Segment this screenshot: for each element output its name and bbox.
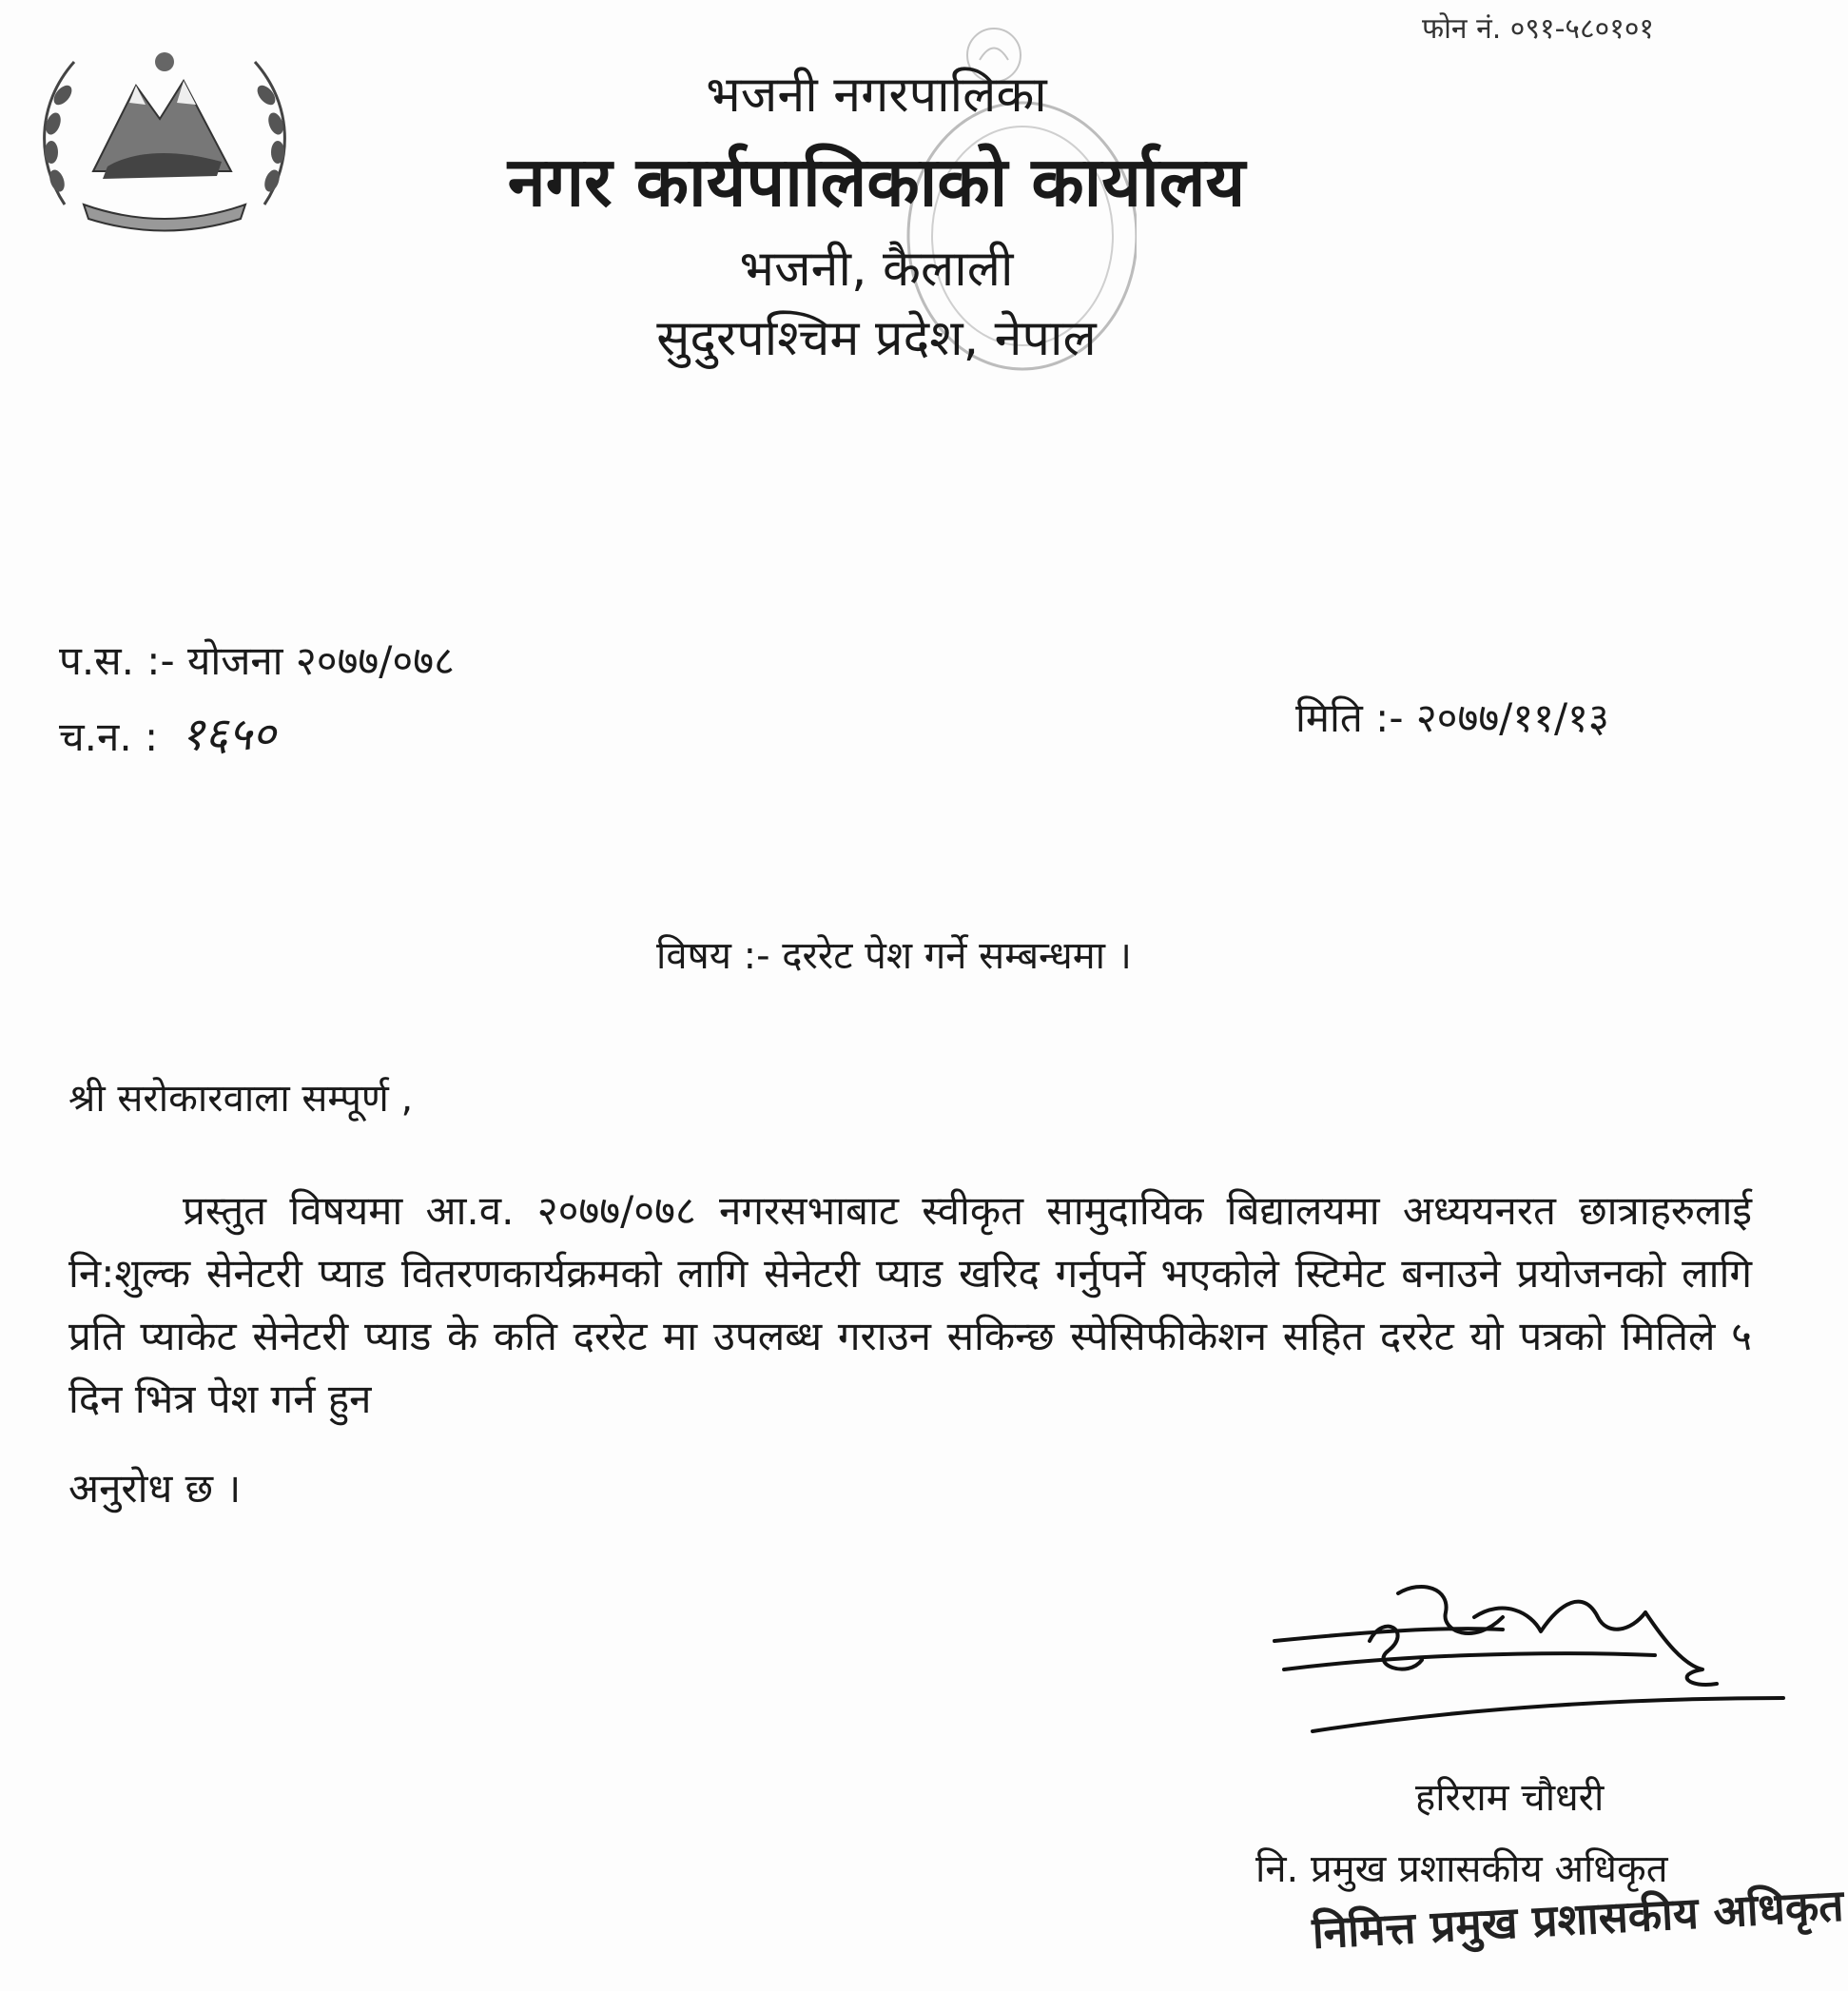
municipality-name: भजनी नगरपालिका bbox=[706, 67, 1047, 124]
letter-body: प्रस्तुत विषयमा आ.व. २०७७/०७८ नगरसभाबाट स्वीकृत सामुदायिक बिद्यालयमा अध्ययनरत छात्राहरुलाई नि:शुल्क सेनेटरी प्याड वितरणकार्यक्रमको लागि सेनेटरी प्याड खरिद गर्नुपर्ने भएकोले स्टिमेट बनाउने प्रयोजनको लागि प्रति प्याकेट सेनेटरी प्याड के कति दररेट मा उपलब्ध गराउन सकिन्छ स्पेसिफीकेशन सहित दररेट यो पत्रको मितिले ५ दिन भित्र पेश गर्न हुन bbox=[68, 1187, 1752, 1422]
signatory-title: नि. प्रमुख प्रशासकीय अधिकृत bbox=[1255, 1847, 1668, 1891]
reference-number: प.स. :- योजना २०७७/०७८ bbox=[59, 637, 455, 684]
signatory-name: हरिराम चौधरी bbox=[1415, 1776, 1605, 1820]
handwritten-signature-icon bbox=[1255, 1574, 1788, 1736]
office-location: भजनी, कैलाली bbox=[739, 241, 1014, 298]
designation-stamp: निमित्त प्रमुख प्रशासकीय अधिकृत bbox=[1311, 1879, 1845, 1959]
letter-body-closing: अनुरोध छ । bbox=[68, 1465, 242, 1512]
dispatch-number: १६५० bbox=[181, 708, 276, 761]
office-province: सुदुरपश्चिम प्रदेश, नेपाल bbox=[656, 310, 1097, 367]
office-title: नगर कार्यपालिकाको कार्यालय bbox=[507, 142, 1246, 222]
letter-subject: विषय :- दररेट पेश गर्ने सम्बन्धमा । bbox=[656, 934, 1132, 978]
phone-number: फोन नं. ०९१-५८०१०१ bbox=[1422, 12, 1655, 46]
letter-date: मिति :- २०७७/११/१३ bbox=[1295, 694, 1609, 741]
dispatch-label: च.न. : bbox=[59, 713, 159, 760]
salutation: श्री सरोकारवाला सम्पूर्ण , bbox=[68, 1077, 414, 1121]
